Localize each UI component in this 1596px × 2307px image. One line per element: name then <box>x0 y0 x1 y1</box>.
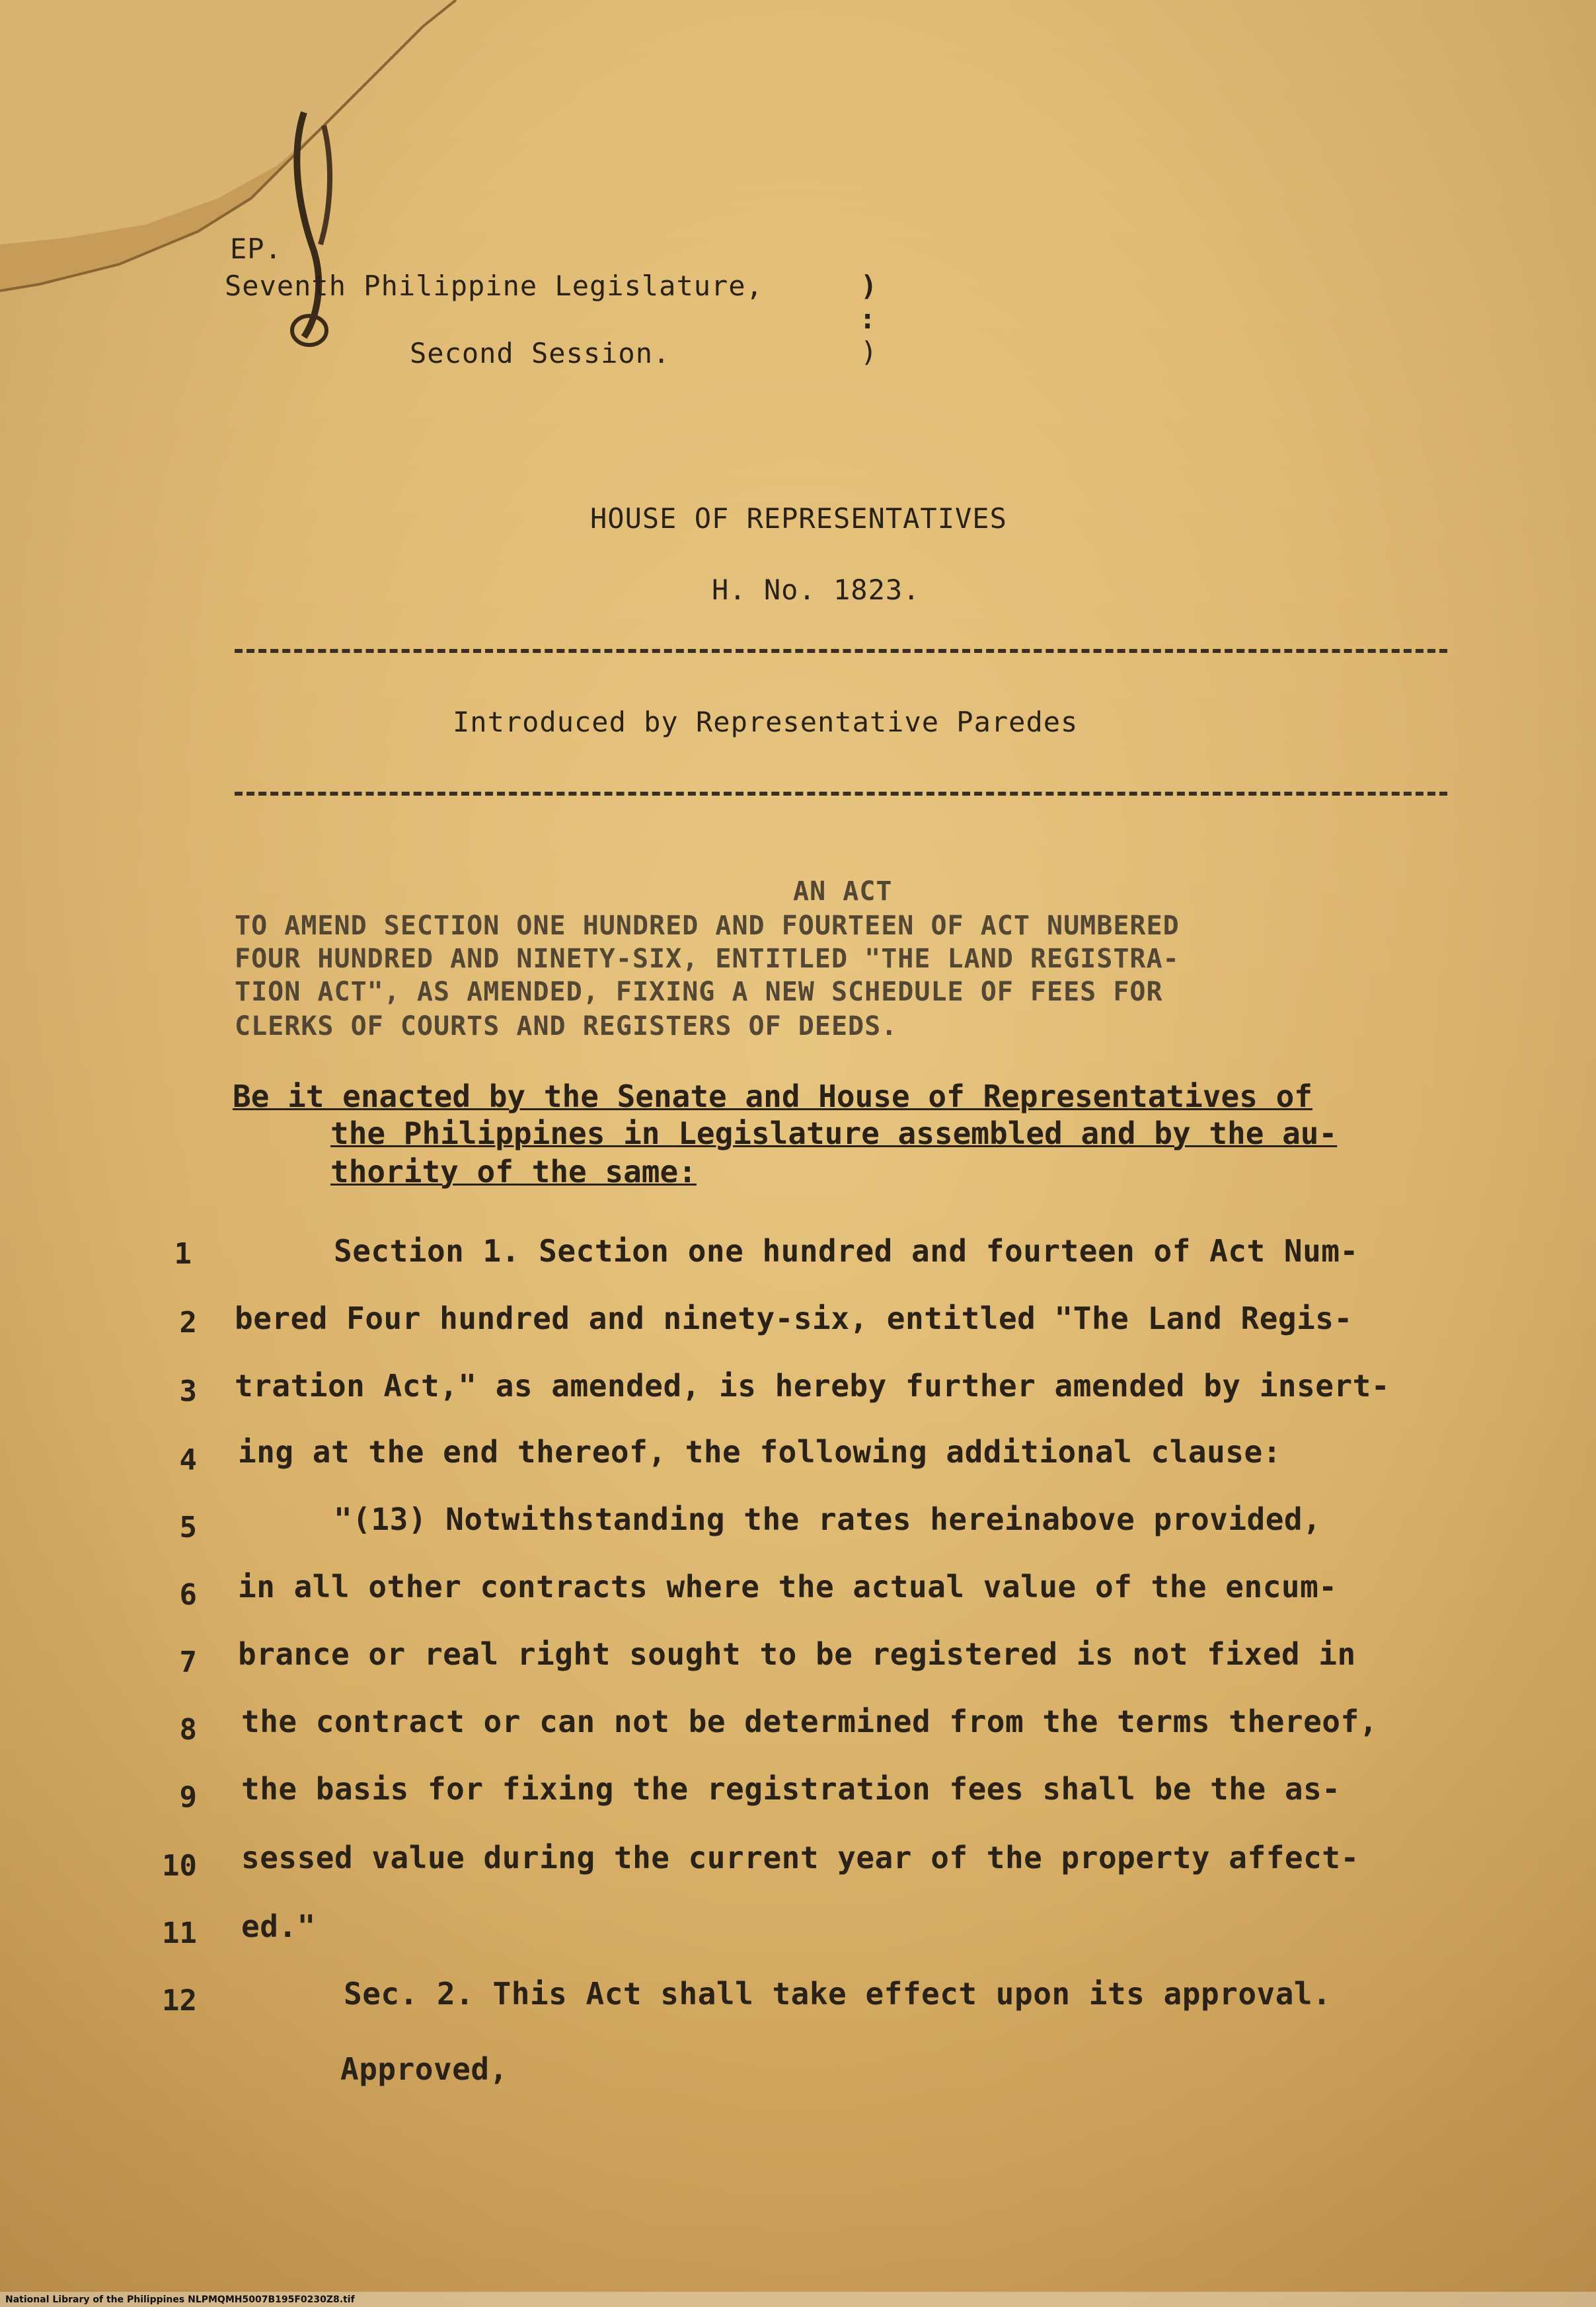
line-number: 9 <box>179 1780 197 1814</box>
header-tag: EP. <box>230 233 282 265</box>
body-line: the basis for fixing the registration fees shall be the as- <box>241 1771 1341 1807</box>
line-number: 7 <box>179 1645 197 1679</box>
act-title-line-3: TION ACT", AS AMENDED, FIXING A NEW SCHEDULE OF FEES FOR <box>235 977 1163 1007</box>
approved-line: Approved, <box>340 2051 508 2087</box>
bracket-bottom: ) <box>860 336 878 368</box>
line-number: 6 <box>179 1578 197 1612</box>
body-line: brance or real right sought to be registered is not fixed in <box>238 1636 1356 1672</box>
act-heading: AN ACT <box>793 876 893 907</box>
line-number: 1 <box>174 1237 192 1271</box>
body-line: ed." <box>241 1909 316 1944</box>
bill-number: H. No. 1823. <box>712 574 921 606</box>
line-number: 2 <box>179 1306 197 1340</box>
line-number: 8 <box>179 1713 197 1747</box>
enacting-clause-line-2: the Philippines in Legislature assembled and by the au- <box>330 1116 1338 1151</box>
footer-caption: National Library of the Philippines NLPMQMH5007B195F0230Z8.tif <box>5 2294 355 2305</box>
line-number: 3 <box>179 1375 197 1408</box>
act-title-line-4: CLERKS OF COURTS AND REGISTERS OF DEEDS. <box>235 1011 898 1041</box>
line-number: 4 <box>179 1443 197 1477</box>
body-line: ing at the end thereof, the following additional clause: <box>238 1434 1281 1470</box>
line-number: 10 <box>162 1849 197 1883</box>
enacting-clause-line-3: thority of the same: <box>330 1154 697 1190</box>
body-line: Section 1. Section one hundred and fourteen of Act Num- <box>334 1233 1359 1269</box>
enacting-clause-line-1: Be it enacted by the Senate and House of Representatives of <box>233 1078 1312 1114</box>
body-line: the contract or can not be determined from the terms thereof, <box>241 1704 1378 1739</box>
body-line: sessed value during the current year of the property affect- <box>241 1840 1359 1875</box>
legislature-line: Seventh Philippine Legislature, <box>225 270 763 302</box>
chamber-title: HOUSE OF REPRESENTATIVES <box>590 502 1007 535</box>
bracket-mid: : <box>859 303 877 335</box>
bracket-top: ) <box>860 270 878 302</box>
dashed-rule-bottom <box>235 792 1447 796</box>
body-line: Sec. 2. This Act shall take effect upon its approval. <box>344 1976 1332 2012</box>
dashed-rule-top <box>235 649 1447 653</box>
act-title-line-1: TO AMEND SECTION ONE HUNDRED AND FOURTEEN OF ACT NUMBERED <box>235 911 1180 941</box>
line-number: 5 <box>179 1511 197 1544</box>
body-line: bered Four hundred and ninety-six, entitled "The Land Regis- <box>235 1301 1353 1336</box>
session-line: Second Session. <box>410 337 671 369</box>
body-line: tration Act," as amended, is hereby further amended by insert- <box>235 1368 1390 1404</box>
introduced-by: Introduced by Representative Paredes <box>453 706 1079 738</box>
body-line: in all other contracts where the actual value of the encum- <box>238 1569 1338 1605</box>
line-number: 12 <box>162 1984 197 2018</box>
staple-hole-icon <box>278 99 357 350</box>
act-title-line-2: FOUR HUNDRED AND NINETY-SIX, ENTITLED "THE LAND REGISTRA- <box>235 944 1180 974</box>
line-number: 11 <box>162 1916 197 1950</box>
body-line: "(13) Notwithstanding the rates hereinabove provided, <box>334 1501 1322 1537</box>
